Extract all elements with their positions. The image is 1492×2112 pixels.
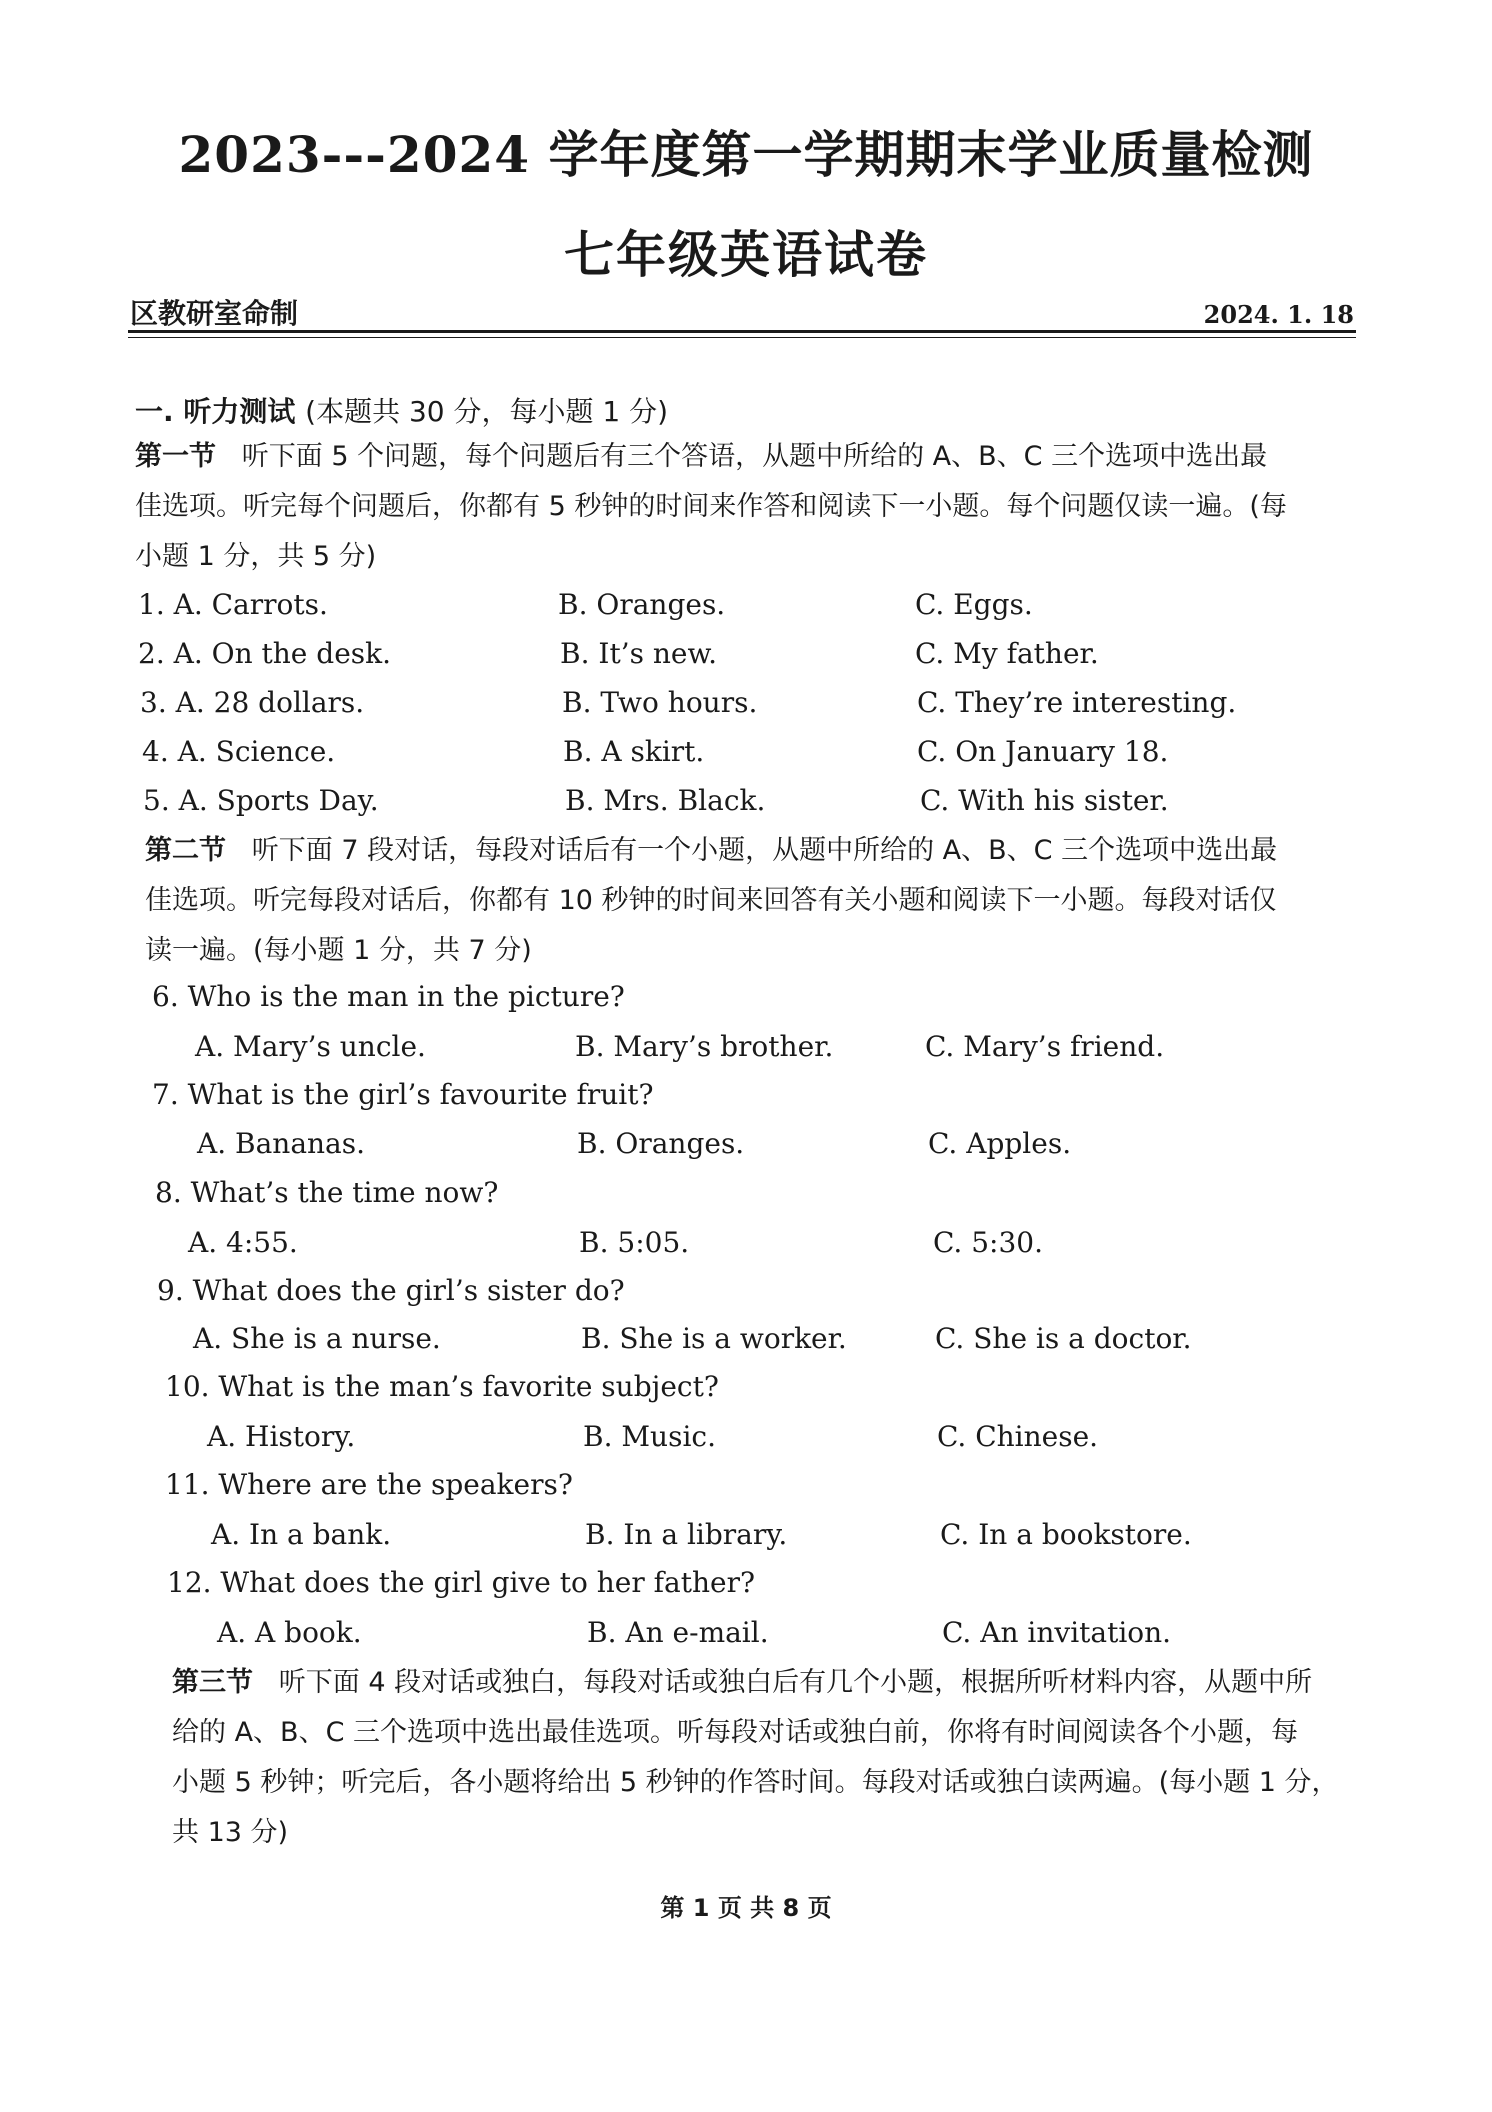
- section2-instruction-line1: 听下面 7 段对话，每段对话后有一个小题，从题中所给的 A、B、C 三个选项中选出最: [251, 835, 1278, 866]
- q10-option-b: B. Music.: [583, 1420, 716, 1453]
- q11-option-b: B. In a library.: [585, 1518, 788, 1551]
- exam-title: 2023---2024 学年度第一学期期末学业质量检测: [178, 125, 1314, 184]
- q1-option-b: B. Oranges.: [558, 588, 726, 621]
- part1-heading-text: 一. 听力测试: [135, 395, 296, 428]
- q11-option-c: C. In a bookstore.: [940, 1518, 1192, 1551]
- page-number: 第 1 页 共 8 页: [660, 1894, 832, 1922]
- section3-instructions: [172, 1658, 1397, 1858]
- q3-option-a: 3. A. 28 dollars.: [140, 686, 365, 719]
- q12-option-c: C. An invitation.: [942, 1616, 1172, 1649]
- q9-stem: 9. What does the girl’s sister do?: [157, 1274, 625, 1307]
- q1-option-c: C. Eggs.: [915, 588, 1033, 621]
- header-rule-thin: [128, 337, 1356, 338]
- section3-instruction-line4: 共 13 分): [172, 1817, 289, 1848]
- q9-option-c: C. She is a doctor.: [935, 1322, 1192, 1355]
- section2-instruction-line2: 佳选项。听完每段对话后，你都有 10 秒钟的时间来回答有关小题和阅读下一小题。每段对话仅: [145, 885, 1277, 916]
- q5-option-c: C. With his sister.: [920, 784, 1169, 817]
- q7-stem: 7. What is the girl’s favourite fruit?: [152, 1078, 654, 1111]
- q2-option-b: B. It’s new.: [560, 637, 718, 670]
- exam-subtitle: 七年级英语试卷: [564, 225, 928, 284]
- q7-option-c: C. Apples.: [928, 1127, 1072, 1160]
- q4-option-c: C. On January 18.: [917, 735, 1169, 768]
- q7-option-b: B. Oranges.: [577, 1127, 745, 1160]
- q2-option-c: C. My father.: [915, 637, 1099, 670]
- section1-instruction-line1: 听下面 5 个问题，每个问题后有三个答语，从题中所给的 A、B、C 三个选项中选出最: [241, 441, 1268, 472]
- q7-option-a: A. Bananas.: [197, 1127, 366, 1160]
- q1-option-a: 1. A. Carrots.: [138, 588, 328, 621]
- issuer-label: 区教研室命制: [130, 297, 299, 330]
- section3-instruction-line1: 听下面 4 段对话或独白，每段对话或独白后有几个小题，根据所听材料内容，从题中所: [278, 1667, 1313, 1698]
- q6-option-c: C. Mary’s friend.: [925, 1030, 1165, 1063]
- q10-stem: 10. What is the man’s favorite subject?: [165, 1370, 719, 1403]
- q11-option-a: A. In a bank.: [211, 1518, 392, 1551]
- q6-option-b: B. Mary’s brother.: [575, 1030, 834, 1063]
- q2-option-a: 2. A. On the desk.: [138, 637, 392, 670]
- q3-option-b: B. Two hours.: [562, 686, 758, 719]
- section3-instruction-line2: 给的 A、B、C 三个选项中选出最佳选项。听每段对话或独白前，你将有时间阅读各个小题，每: [172, 1717, 1299, 1748]
- header-rule-thick: [128, 330, 1356, 333]
- q4-option-a: 4. A. Science.: [142, 735, 336, 768]
- part1-heading: [135, 390, 668, 430]
- q8-stem: 8. What’s the time now?: [155, 1176, 499, 1209]
- q3-option-c: C. They’re interesting.: [917, 686, 1237, 719]
- q6-option-a: A. Mary’s uncle.: [195, 1030, 426, 1063]
- section2-instructions: [145, 826, 1385, 976]
- q5-option-a: 5. A. Sports Day.: [143, 784, 379, 817]
- section2-label: 第二节: [145, 835, 226, 866]
- q8-option-c: C. 5:30.: [933, 1226, 1044, 1259]
- q5-option-b: B. Mrs. Black.: [565, 784, 766, 817]
- section2-instruction-line3: 读一遍。(每小题 1 分，共 7 分): [145, 935, 532, 966]
- q12-option-a: A. A book.: [217, 1616, 362, 1649]
- q6-stem: 6. Who is the man in the picture?: [152, 980, 625, 1013]
- q11-stem: 11. Where are the speakers?: [165, 1468, 573, 1501]
- section1-label: 第一节: [135, 441, 216, 472]
- q12-option-b: B. An e-mail.: [587, 1616, 769, 1649]
- section3-instruction-line3: 小题 5 秒钟；听完后，各小题将给出 5 秒钟的作答时间。每段对话或独白读两遍。(每小题 1 分，: [172, 1767, 1339, 1798]
- q9-option-a: A. She is a nurse.: [193, 1322, 441, 1355]
- q10-option-c: C. Chinese.: [937, 1420, 1099, 1453]
- section1-instruction-line3: 小题 1 分，共 5 分): [135, 541, 377, 572]
- q8-option-a: A. 4:55.: [188, 1226, 298, 1259]
- q8-option-b: B. 5:05.: [579, 1226, 690, 1259]
- exam-date: 2024. 1. 18: [1203, 300, 1354, 329]
- section3-label: 第三节: [172, 1667, 253, 1698]
- q10-option-a: A. History.: [207, 1420, 356, 1453]
- q9-option-b: B. She is a worker.: [581, 1322, 847, 1355]
- section1-instructions: [135, 432, 1375, 582]
- q12-stem: 12. What does the girl give to her father?: [167, 1566, 755, 1599]
- part1-heading-note: (本题共 30 分，每小题 1 分): [305, 395, 669, 428]
- section1-instruction-line2: 佳选项。听完每个问题后，你都有 5 秒钟的时间来作答和阅读下一小题。每个问题仅读一遍。(每: [135, 491, 1287, 522]
- q4-option-b: B. A skirt.: [563, 735, 705, 768]
